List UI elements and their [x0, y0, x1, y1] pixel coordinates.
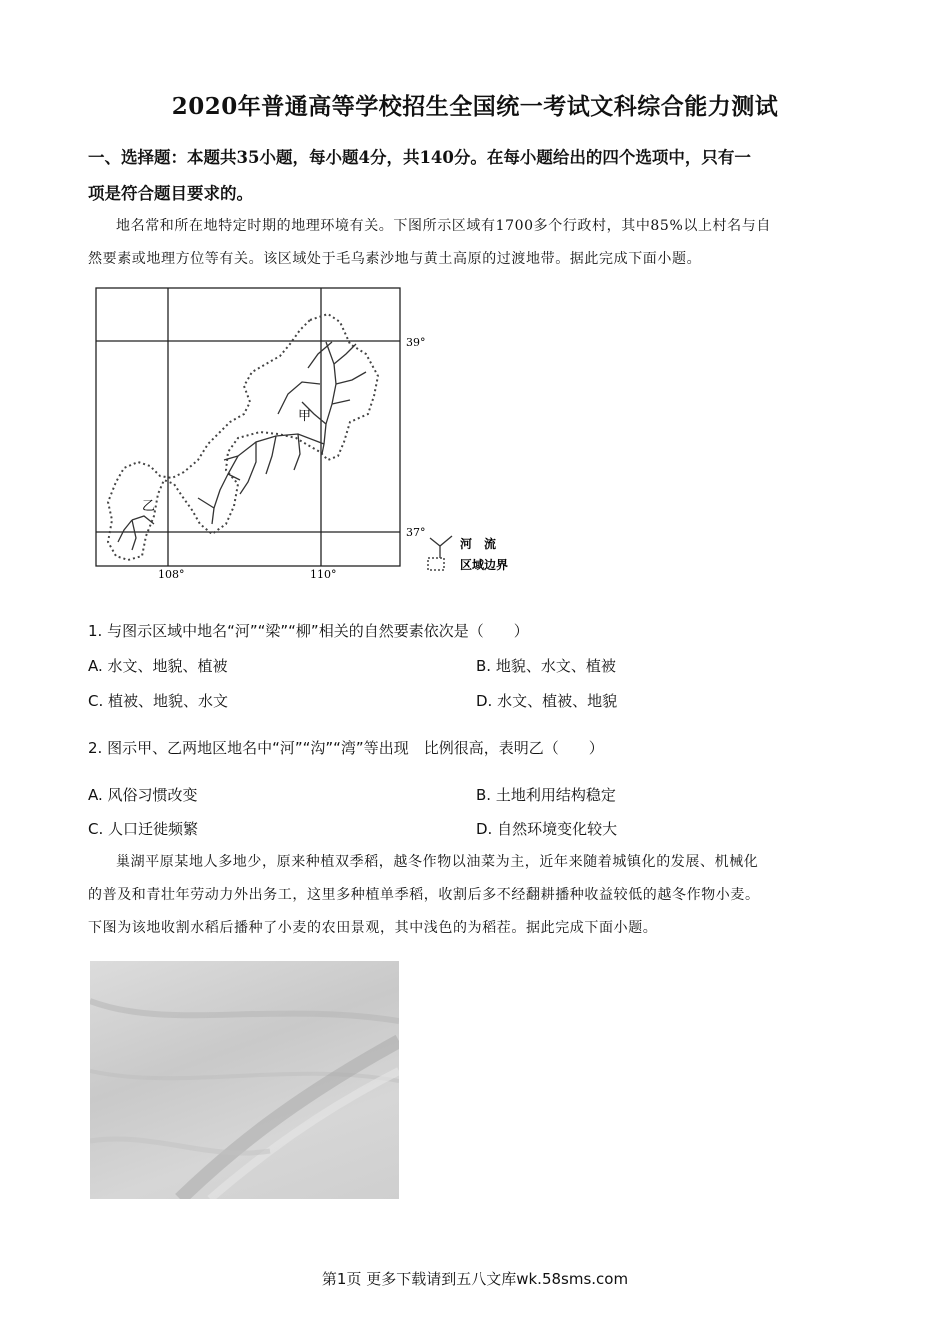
question-2-option-a: A. 风俗习惯改变 [88, 786, 198, 804]
page-title: 2020年普通高等学校招生全国统一考试文科综合能力测试 [171, 93, 779, 120]
passage-1 [88, 210, 863, 276]
section-heading-line2: 项是符合题目要求的。 [88, 184, 253, 203]
legend-river-label: 河 流 [460, 537, 497, 551]
question-2-option-b: B. 土地利用结构稳定 [476, 786, 616, 804]
passage-2-line3: 下图为该地收割水稻后播种了小麦的农田景观，其中浅色的为稻茬。据此完成下面小题。 [88, 920, 658, 936]
question-2-stem: 2. 图示甲、乙两地区地名中“河”“沟”“湾”等出现 比例很高，表明乙（ ） [88, 739, 604, 757]
region-map [88, 284, 528, 584]
passage-2-line2: 的普及和青壮年劳动力外出务工，这里多种植单季稻，收割后多不经翻耕播种收益较低的越冬作物小麦。 [88, 887, 760, 903]
boundary-legend-icon [428, 558, 444, 570]
passage-2-line1: 巢湖平原某地人多地少，原来种植双季稻，越冬作物以油菜为主，近年来随着城镇化的发展、机械化 [116, 854, 759, 870]
question-1-option-d: D. 水文、植被、地貌 [476, 692, 618, 710]
page-footer: 第1页 更多下载请到五八文库wk.58sms.com [321, 1270, 629, 1288]
lon-110-label: 110° [310, 568, 337, 581]
lat-37-label: 37° [406, 526, 426, 539]
lon-108-label: 108° [158, 568, 185, 581]
river-legend-icon [430, 536, 452, 558]
question-2-option-d: D. 自然环境变化较大 [476, 820, 618, 838]
question-2-option-c: C. 人口迁徙频繁 [88, 820, 199, 838]
map-frame [96, 288, 400, 566]
river-network [118, 342, 366, 550]
question-1-option-a: A. 水文、地貌、植被 [88, 657, 228, 675]
passage-1-line2: 然要素或地理方位等有关。该区域处于毛乌素沙地与黄土高原的过渡地带。据此完成下面小题。 [88, 251, 702, 267]
question-1-option-b: B. 地貌、水文、植被 [476, 657, 616, 675]
legend-boundary-label: 区域边界 [460, 558, 509, 572]
region-boundary [108, 314, 378, 560]
lat-39-label: 39° [406, 336, 426, 349]
label-yi: 乙 [142, 499, 156, 514]
question-1-stem: 1. 与图示区域中地名“河”“梁”“柳”相关的自然要素依次是（ ） [88, 622, 529, 640]
question-1-option-c: C. 植被、地貌、水文 [88, 692, 229, 710]
field-photo [90, 961, 399, 1199]
section-heading-line1: 一、选择题：本题共35小题，每小题4分，共140分。在每小题给出的四个选项中，只有一 [88, 148, 751, 167]
passage-2 [88, 846, 863, 945]
field-photo-texture [90, 961, 399, 1199]
label-jia: 甲 [298, 409, 312, 424]
passage-1-line1: 地名常和所在地特定时期的地理环境有关。下图所示区域有1700多个行政村，其中85%以上村名与自 [116, 218, 771, 234]
